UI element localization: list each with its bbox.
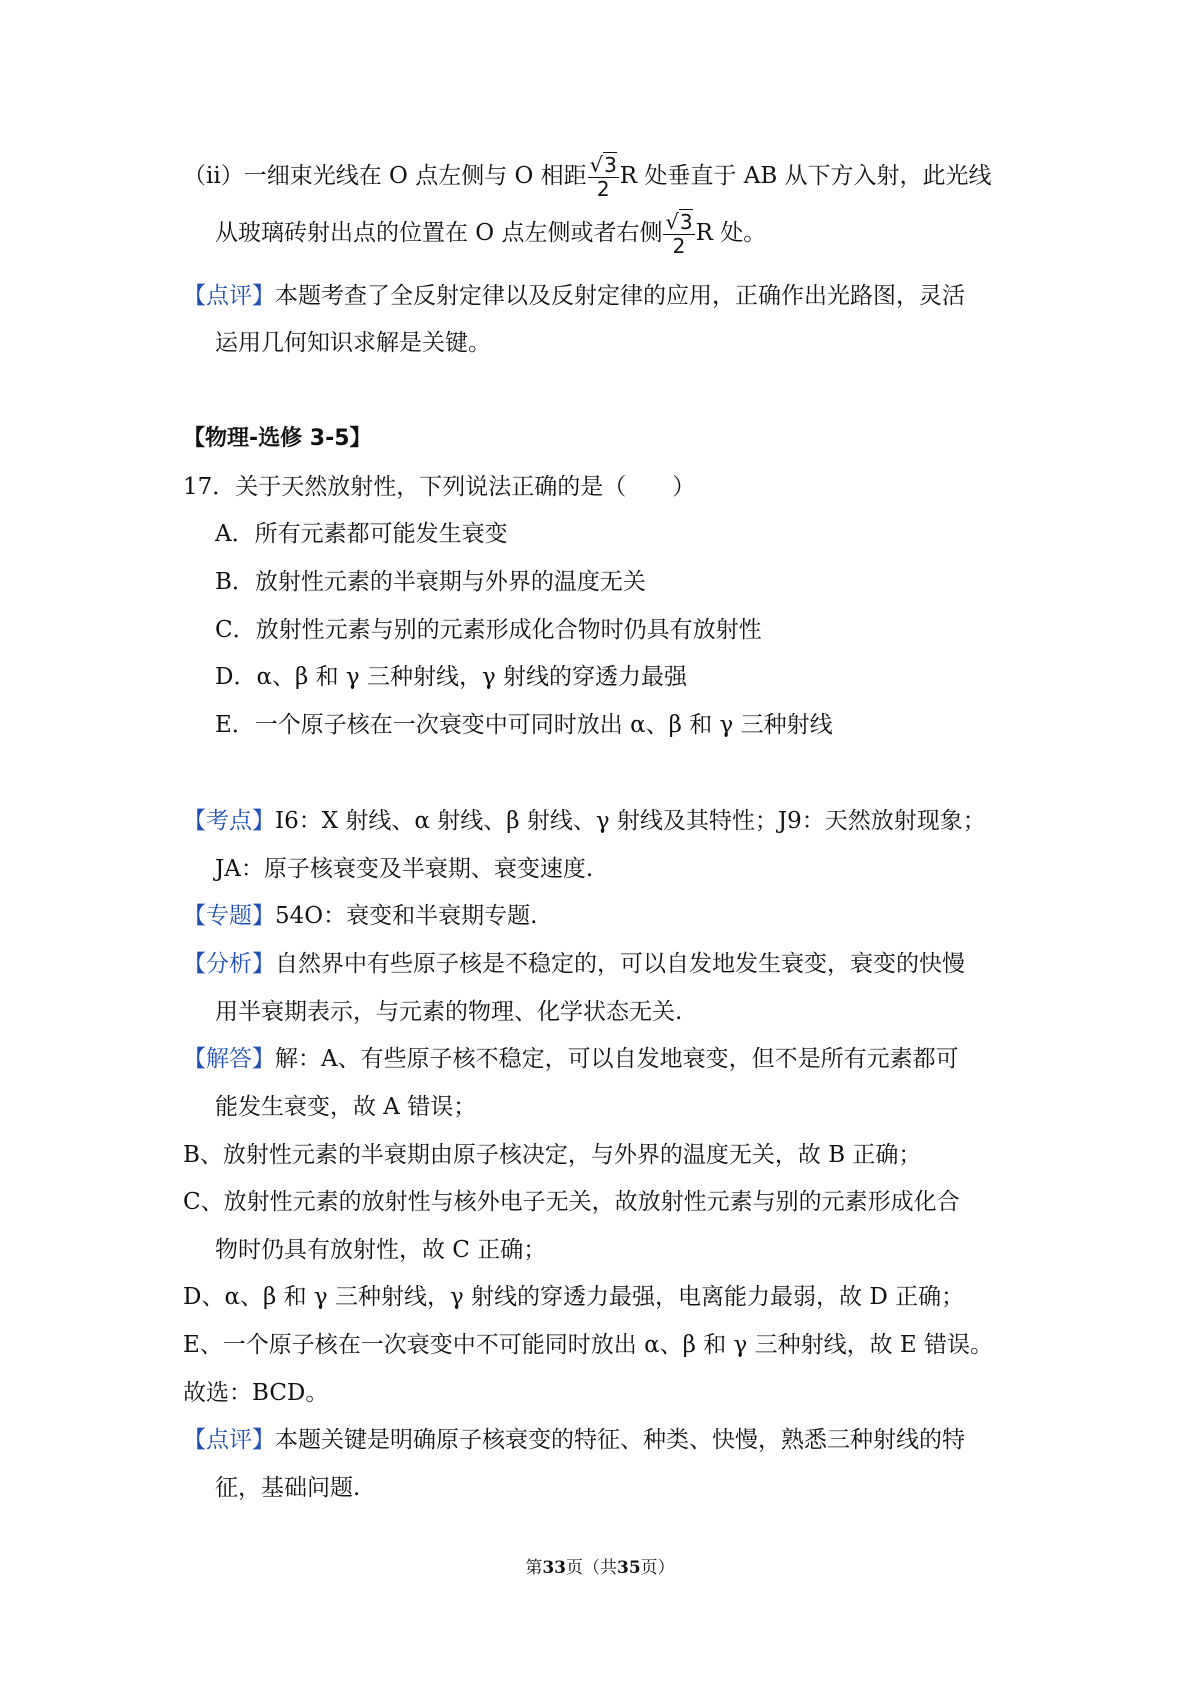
fraction-radicand: 3 [679, 210, 693, 234]
dianping-line-2: 征，基础问题. [215, 1475, 361, 1501]
footer-suffix: 页） [640, 1558, 675, 1578]
footer-prefix: 第 [525, 1558, 543, 1578]
kaodian-line-2: JA：原子核衰变及半衰期、衰变速度. [215, 856, 594, 882]
footer-total-pages: 35 [617, 1558, 641, 1578]
comment-text-2: 运用几何知识求解是关键。 [215, 330, 491, 356]
comment-tag: 【点评】 [183, 283, 275, 309]
jieda-line-2: 能发生衰变，故 A 错误； [215, 1094, 477, 1120]
option-a: A．所有元素都可能发生衰变 [215, 521, 508, 547]
fenxi-line-2: 用半衰期表示，与元素的物理、化学状态无关. [215, 999, 683, 1025]
section-title: 【物理-选修 3-5】 [183, 426, 372, 451]
sqrt3-over-2-fraction-2 [663, 212, 694, 256]
solution-c-line-2: 物时仍具有放射性，故 C 正确； [215, 1237, 547, 1263]
jieda-tag: 【解答】 [183, 1046, 275, 1072]
part-ii-text-1a: （ii）一细束光线在 O 点左侧与 O 相距 [183, 163, 587, 189]
sqrt-symbol: √ [665, 210, 679, 234]
part-ii-text-2a: 从玻璃砖射出点的位置在 O 点左侧或者右侧 [215, 220, 663, 246]
part-ii-text-2b: R 处。 [695, 220, 767, 246]
dianping-tag: 【点评】 [183, 1427, 275, 1453]
sqrt-symbol: √ [589, 153, 604, 177]
zhuanti-text: 54O：衰变和半衰期专题. [275, 903, 538, 929]
dianping-text-1: 本题关键是明确原子核衰变的特征、种类、快慢，熟悉三种射线的特 [275, 1427, 965, 1453]
kaodian-text-1: I6：X 射线、α 射线、β 射线、γ 射线及其特性；J9：天然放射现象； [275, 808, 986, 834]
part-ii-line-1 [183, 155, 992, 199]
fenxi-text-1: 自然界中有些原子核是不稳定的，可以自发地发生衰变，衰变的快慢 [275, 951, 965, 977]
answer-line: 故选：BCD。 [183, 1380, 329, 1406]
solution-d-line: D、α、β 和 γ 三种射线，γ 射线的穿透力最强，电离能力最弱，故 D 正确； [183, 1284, 965, 1310]
page-footer [0, 1553, 1200, 1578]
dianping-line-1 [183, 1424, 965, 1456]
fenxi-line-1 [183, 948, 965, 980]
comment-text-1: 本题考查了全反射定律以及反射定律的应用，正确作出光路图，灵活 [275, 283, 965, 309]
zhuanti-line [183, 900, 537, 932]
fraction-denominator: 2 [672, 234, 686, 258]
jieda-text-1: 解：A、有些原子核不稳定，可以自发地衰变，但不是所有元素都可 [275, 1046, 959, 1072]
solution-c-line-1: C、放射性元素的放射性与核外电子无关，故放射性元素与别的元素形成化合 [183, 1189, 960, 1215]
kaodian-tag: 【考点】 [183, 808, 275, 834]
part-ii-text-1b: R 处垂直于 AB 从下方入射，此光线 [619, 163, 992, 189]
footer-middle: 页（共 [566, 1558, 617, 1578]
kaodian-line-1 [183, 805, 986, 837]
jieda-line-1 [183, 1043, 959, 1075]
question-stem: 17．关于天然放射性，下列说法正确的是（ ） [183, 474, 696, 500]
footer-page-number: 33 [542, 1558, 566, 1578]
fraction-denominator: 2 [596, 177, 610, 201]
option-e: E．一个原子核在一次衰变中可同时放出 α、β 和 γ 三种射线 [215, 712, 833, 738]
fraction-radicand: 3 [604, 153, 617, 177]
zhuanti-tag: 【专题】 [183, 903, 275, 929]
comment-1-line-2 [215, 327, 491, 359]
option-d: D．α、β 和 γ 三种射线，γ 射线的穿透力最强 [215, 664, 688, 690]
part-ii-line-2 [215, 212, 766, 256]
solution-b-line: B、放射性元素的半衰期由原子核决定，与外界的温度无关，故 B 正确； [183, 1142, 922, 1168]
fenxi-tag: 【分析】 [183, 951, 275, 977]
solution-e-line: E、一个原子核在一次衰变中不可能同时放出 α、β 和 γ 三种射线，故 E 错误。 [183, 1332, 994, 1358]
comment-1-line-1 [183, 280, 965, 312]
sqrt3-over-2-fraction [588, 155, 619, 199]
option-c: C．放射性元素与别的元素形成化合物时仍具有放射性 [215, 617, 762, 643]
option-b: B．放射性元素的半衰期与外界的温度无关 [215, 569, 646, 595]
